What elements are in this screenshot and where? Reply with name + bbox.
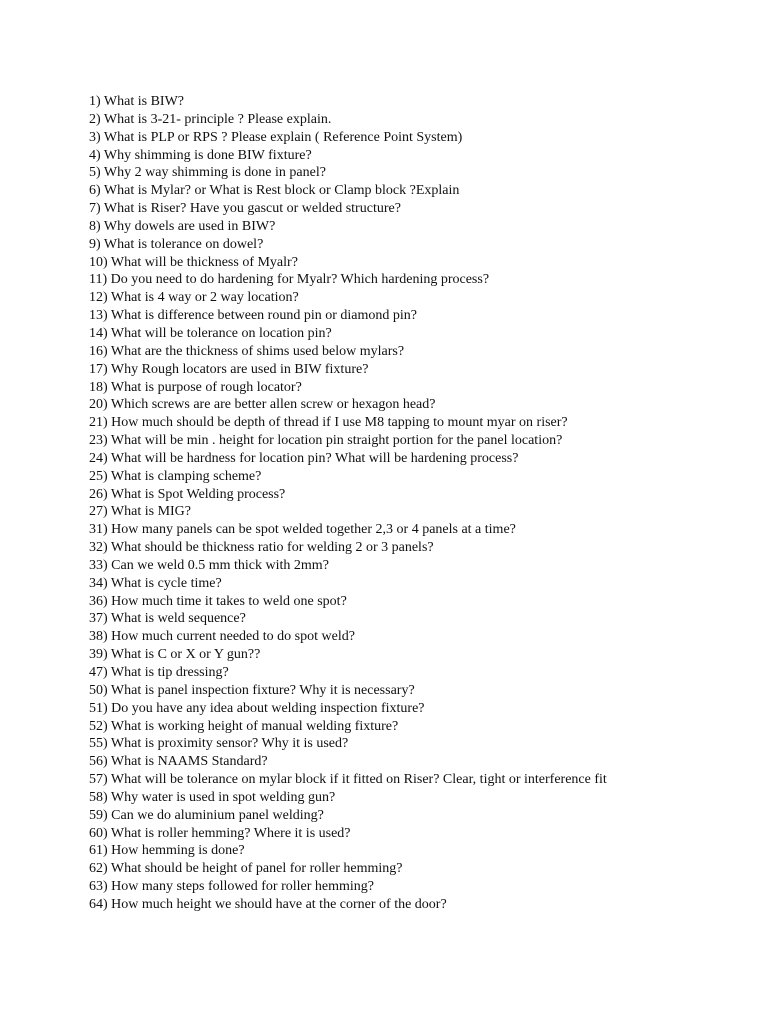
question-item: 18) What is purpose of rough locator? [89,379,302,395]
question-item: 24) What will be hardness for location pin? What will be hardening process? [89,450,519,466]
question-item: 59) Can we do aluminium panel welding? [89,807,324,823]
question-item: 20) Which screws are are better allen screw or hexagon head? [89,397,436,413]
question-item: 38) How much current needed to do spot weld? [89,629,355,645]
question-item: 16) What are the thickness of shims used below mylars? [89,343,405,359]
question-item: 63) How many steps followed for roller hemming? [89,879,374,895]
question-item: 60) What is roller hemming? Where it is used? [89,825,351,841]
question-item: 62) What should be height of panel for roller hemming? [89,861,403,877]
question-item: 6) What is Mylar? or What is Rest block or Clamp block ?Explain [89,183,460,199]
question-item: 61) How hemming is done? [89,843,245,859]
question-item: 56) What is NAAMS Standard? [89,754,268,770]
question-item: 13) What is difference between round pin or diamond pin? [89,308,417,324]
question-item: 10) What will be thickness of Myalr? [89,254,298,270]
question-item: 17) Why Rough locators are used in BIW fixture? [89,361,369,377]
question-item: 50) What is panel inspection fixture? Why it is necessary? [89,682,415,698]
question-item: 52) What is working height of manual welding fixture? [89,718,399,734]
question-item: 7) What is Riser? Have you gascut or welded structure? [89,201,401,217]
question-list [89,93,607,914]
question-item: 21) How much should be depth of thread if I use M8 tapping to mount myar on riser? [89,415,568,431]
question-item: 39) What is C or X or Y gun?? [89,647,261,663]
question-item: 51) Do you have any idea about welding inspection fixture? [89,700,425,716]
question-item: 55) What is proximity sensor? Why it is used? [89,736,349,752]
question-item: 5) Why 2 way shimming is done in panel? [89,165,326,181]
question-item: 12) What is 4 way or 2 way location? [89,290,299,306]
question-item: 9) What is tolerance on dowel? [89,236,264,252]
question-item: 33) Can we weld 0.5 mm thick with 2mm? [89,557,329,573]
question-item: 8) Why dowels are used in BIW? [89,218,276,234]
question-item: 4) Why shimming is done BIW fixture? [89,147,312,163]
question-item: 57) What will be tolerance on mylar block if it fitted on Riser? Clear, tight or interference fit [89,772,607,788]
question-item: 14) What will be tolerance on location pin? [89,325,332,341]
question-item: 11) Do you need to do hardening for Myalr? Which hardening process? [89,272,490,288]
question-item: 36) How much time it takes to weld one spot? [89,593,347,609]
question-item: 3) What is PLP or RPS ? Please explain ( Reference Point System) [89,129,463,145]
question-item: 64) How much height we should have at the corner of the door? [89,896,447,912]
question-item: 37) What is weld sequence? [89,611,246,627]
question-item: 34) What is cycle time? [89,575,222,591]
question-item: 1) What is BIW? [89,94,184,109]
question-item: 25) What is clamping scheme? [89,468,262,484]
question-item: 26) What is Spot Welding process? [89,486,286,502]
question-item: 31) How many panels can be spot welded together 2,3 or 4 panels at a time? [89,522,516,538]
question-item: 2) What is 3-21- principle ? Please explain. [89,111,332,127]
question-item: 32) What should be thickness ratio for welding 2 or 3 panels? [89,540,434,556]
question-item: 27) What is MIG? [89,504,191,520]
question-item: 47) What is tip dressing? [89,665,229,680]
question-item: 23) What will be min . height for location pin straight portion for the panel location? [89,433,563,449]
question-item: 58) Why water is used in spot welding gun? [89,789,336,805]
